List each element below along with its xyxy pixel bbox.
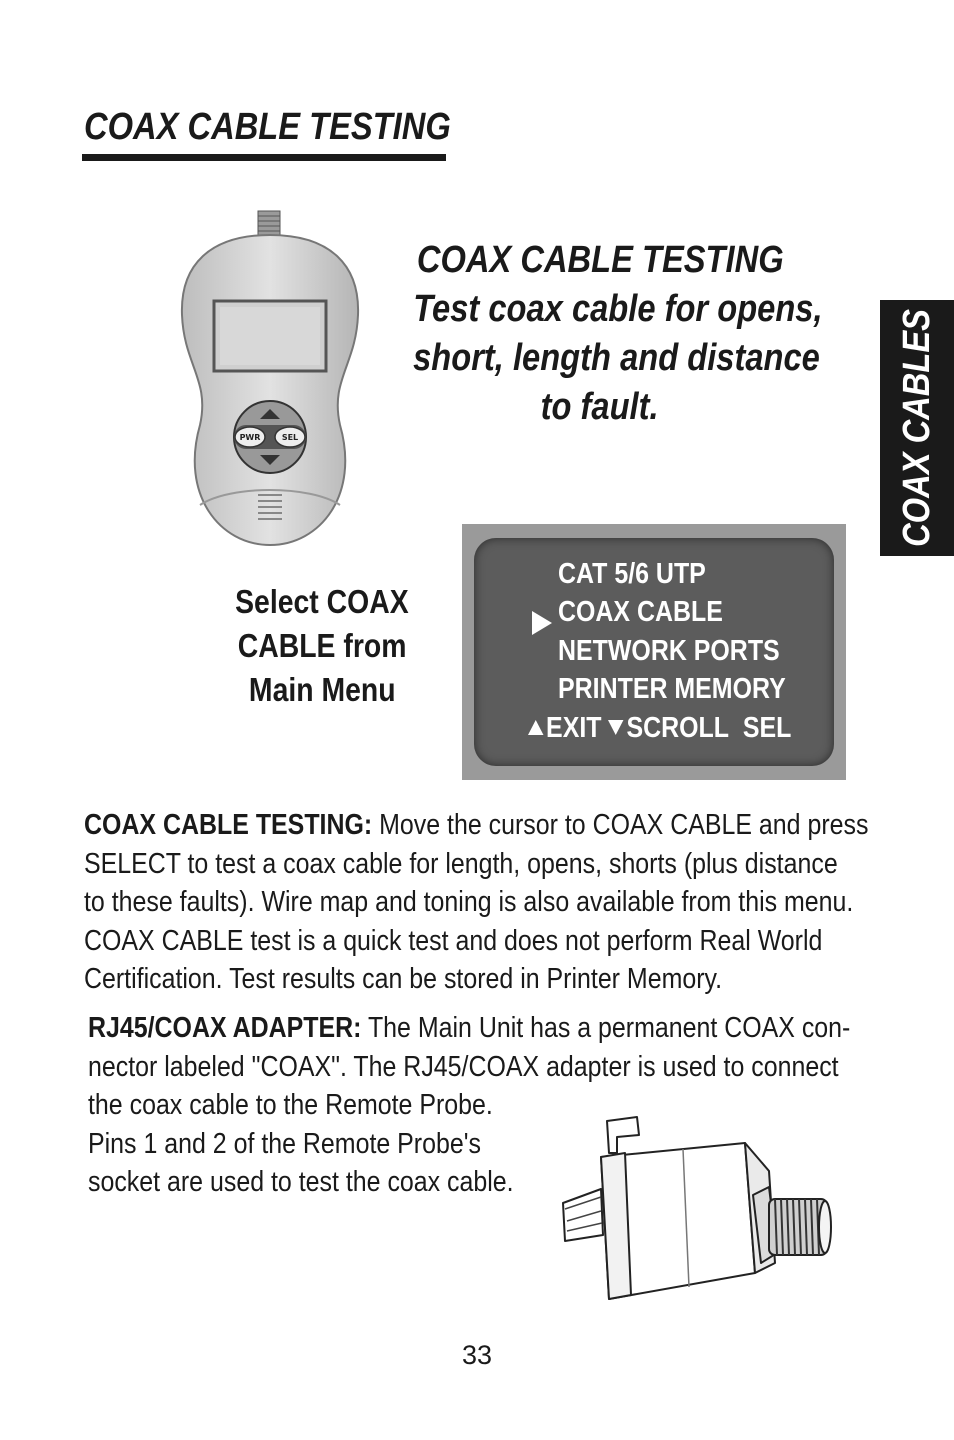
paragraph-line: the coax cable to the Remote Probe. (88, 1089, 493, 1121)
up-triangle-icon (528, 720, 543, 735)
rj45-plug-tongue (563, 1189, 603, 1241)
coax-testing-lead: COAX CABLE TESTING: (84, 809, 373, 841)
page-number: 33 (461, 1340, 493, 1370)
tester-device-illustration (170, 205, 370, 550)
section-side-tab (880, 300, 954, 556)
lcd-display-frame (462, 524, 846, 780)
feature-callout (380, 236, 823, 432)
callout-line: to fault. (540, 386, 659, 428)
coax-threaded-barrel-icon (769, 1199, 831, 1255)
page-title: COAX CABLE TESTING (84, 106, 451, 148)
paragraph-line: socket are used to test the coax cable. (88, 1166, 514, 1198)
menu-item-network-ports[interactable]: NETWORK PORTS (558, 635, 780, 667)
paragraph-line: Move the cursor to COAX CABLE and press (372, 809, 869, 841)
paragraph-line: COAX CABLE test is a quick test and does not perform Real World (84, 924, 823, 957)
paragraph-line: The Main Unit has a permanent COAX con- (361, 1012, 851, 1044)
menu-item-cat-utp[interactable]: CAT 5/6 UTP (558, 558, 706, 590)
rj45-latch-icon (607, 1117, 639, 1153)
paragraph-line: nector labeled "COAX". The RJ45/COAX adapter is used to connect (88, 1050, 839, 1083)
caption-line: Main Menu (248, 671, 396, 708)
callout-line: Test coax cable for opens, (413, 288, 823, 330)
select-instruction (202, 580, 442, 712)
adapter-lead: RJ45/COAX ADAPTER: (88, 1012, 362, 1044)
title-underline (82, 154, 446, 161)
caption-line: CABLE from (237, 627, 407, 664)
menu-item-printer-memory[interactable]: PRINTER MEMORY (558, 673, 786, 705)
paragraph-line: SELECT to test a coax cable for length, opens, shorts (plus distance (84, 847, 838, 880)
menu-item-coax-cable[interactable]: COAX CABLE (558, 596, 723, 628)
paragraph-line: Certification. Test results can be stored in Printer Memory. (84, 963, 723, 995)
scroll-softkey[interactable]: SCROLL (626, 712, 729, 744)
cursor-arrow-icon (532, 611, 552, 635)
device-body (182, 235, 358, 545)
coax-connector-icon (258, 211, 280, 237)
paragraph-line: Pins 1 and 2 of the Remote Probe's (88, 1127, 481, 1160)
callout-line: short, length and distance (413, 337, 820, 379)
paragraph-line: to these faults). Wire map and toning is also available from this menu. (84, 886, 854, 918)
coax-testing-paragraph (84, 806, 882, 999)
lcd-main-menu (474, 538, 834, 766)
menu-footer (528, 712, 834, 744)
exit-softkey[interactable]: EXIT (546, 712, 602, 744)
sel-button-label: SEL (281, 433, 299, 442)
caption-line: Select COAX (235, 583, 409, 620)
side-tab-label: COAX CABLES (896, 309, 938, 547)
down-triangle-icon (608, 720, 623, 735)
callout-line: COAX CABLE TESTING (416, 239, 784, 281)
rj45-coax-adapter-illustration (555, 1113, 835, 1303)
pwr-button-label: PWR (239, 433, 261, 442)
sel-softkey[interactable]: SEL (742, 712, 792, 744)
